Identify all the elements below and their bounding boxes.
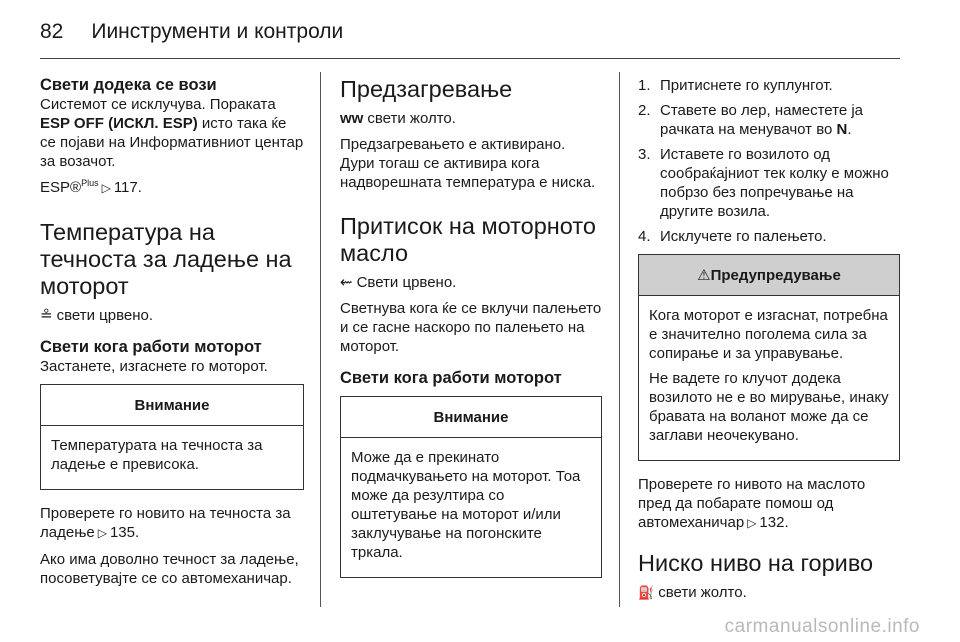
esp-reference: ESP®$^{Plus}$ ▷ 117. <box>40 178 142 196</box>
paragraph-check-oil: Проверете го нивото на маслото пред да побарате помош од автомеханичар ▷ 132. <box>638 476 866 531</box>
heading-lit-while-driving: Свети додека се вози <box>40 76 217 94</box>
page-ref-arrow-icon: ▷ <box>97 526 107 540</box>
column-1 <box>40 76 304 595</box>
list-item: 1. Притиснете го куплунгот. <box>638 77 833 94</box>
notice-text: Може да е прекинато подмачкувањето на моторот. Тоа може да резултира со оштетување на моторот и/или заклучување на погонските тркала. <box>351 449 581 561</box>
warning-text: Кога моторот е изгаснат, потребна е значително поголема сила за сопирање и за управување. <box>649 307 888 362</box>
paragraph-consult-mechanic: Ако има доволно течност за ладење, посоветувајте се со автомеханичар. <box>40 551 299 587</box>
list-item: 4. Исклучете го палењето. <box>638 228 827 245</box>
preheat-indicator-text: ᴡᴡ свети жолто. <box>340 110 456 127</box>
heading-lit-engine-running: Свети кога работи моторот <box>340 369 562 387</box>
page-link[interactable]: 135. <box>109 524 140 541</box>
oil-indicator-text: ⇜ Свети црвено. <box>340 274 457 291</box>
oil-can-icon: ⇜ <box>340 274 353 291</box>
page-header <box>40 20 343 44</box>
column-divider-1 <box>320 72 321 607</box>
page-link[interactable]: 117. <box>113 179 142 196</box>
chapter-title: Иинструменти и контроли <box>91 20 344 43</box>
heading-low-fuel: Ниско ниво на гориво <box>638 550 874 576</box>
paragraph-oil-light: Светнува кога ќе се вклучи палењето и се гасне наскоро по палењето на моторот. <box>340 300 602 355</box>
list-item: 2. Ставете во лер, наместете ја рачката на менувачот во N. <box>638 102 864 138</box>
header-rule <box>40 58 900 59</box>
warning-triangle-icon: ⚠ <box>697 267 711 284</box>
page-number: 82 <box>40 20 64 43</box>
paragraph-preheating: Предзагревањето е активирано. Дури тогаш се активира кога надворешната температура е ниска. <box>340 136 596 191</box>
coolant-temperature-icon: ≗ <box>40 307 53 324</box>
heading-coolant-temperature: Температура на течноста за ладење на моторот <box>40 219 292 299</box>
notice-box <box>40 384 304 490</box>
notice-box <box>340 396 602 578</box>
watermark: carmanualsonline.info <box>724 616 920 637</box>
notice-text: Температурата на течноста за ладење е превисока. <box>51 437 263 473</box>
fuel-indicator-text: ⛽ свети жолто. <box>638 584 747 601</box>
warning-title: ⚠Предупредување <box>639 255 899 296</box>
heading-oil-pressure: Притисок на моторното масло <box>340 213 596 266</box>
heading-lit-engine-running: Свети кога работи моторот <box>40 338 262 356</box>
heading-preheating: Предзагревање <box>340 76 513 102</box>
page-ref-arrow-icon: ▷ <box>747 516 757 530</box>
list-item: 3. Иставете го возилото од сообраќајниот тек колку е можно побрзо без попречување на другите возила. <box>638 146 889 220</box>
warning-box <box>638 254 900 461</box>
paragraph-stop-engine: Застанете, изгаснете го моторот. <box>40 358 268 375</box>
steps-list <box>638 76 900 246</box>
warning-text: Не вадете го клучот додека возилото не е во мирување, инаку бравата на воланот може да се заглави неочекувано. <box>649 370 889 444</box>
esp-off-message: ESP OFF (ИСКЛ. ESP) <box>40 115 198 132</box>
paragraph-check-coolant: Проверете го новито на течноста за ладење ▷ 135. <box>40 505 291 541</box>
glow-plug-icon: ᴡᴡ <box>340 110 364 127</box>
fuel-pump-icon: ⛽ <box>638 585 655 600</box>
paragraph-esp-off: Системот се исклучува. Поракатa ESP OFF (ИСКЛ. ESP) исто така ќе се појави на Информативниот центар за возачот. <box>40 96 304 170</box>
column-divider-2 <box>619 72 620 607</box>
coolant-indicator-text: ≗ свети црвено. <box>40 307 154 324</box>
page-ref-arrow-icon: ▷ <box>101 181 111 195</box>
column-2 <box>340 76 602 592</box>
column-3 <box>638 76 900 609</box>
page-link[interactable]: 132. <box>759 514 789 531</box>
notice-title: Внимание <box>341 397 601 438</box>
notice-title: Внимание <box>41 385 303 426</box>
